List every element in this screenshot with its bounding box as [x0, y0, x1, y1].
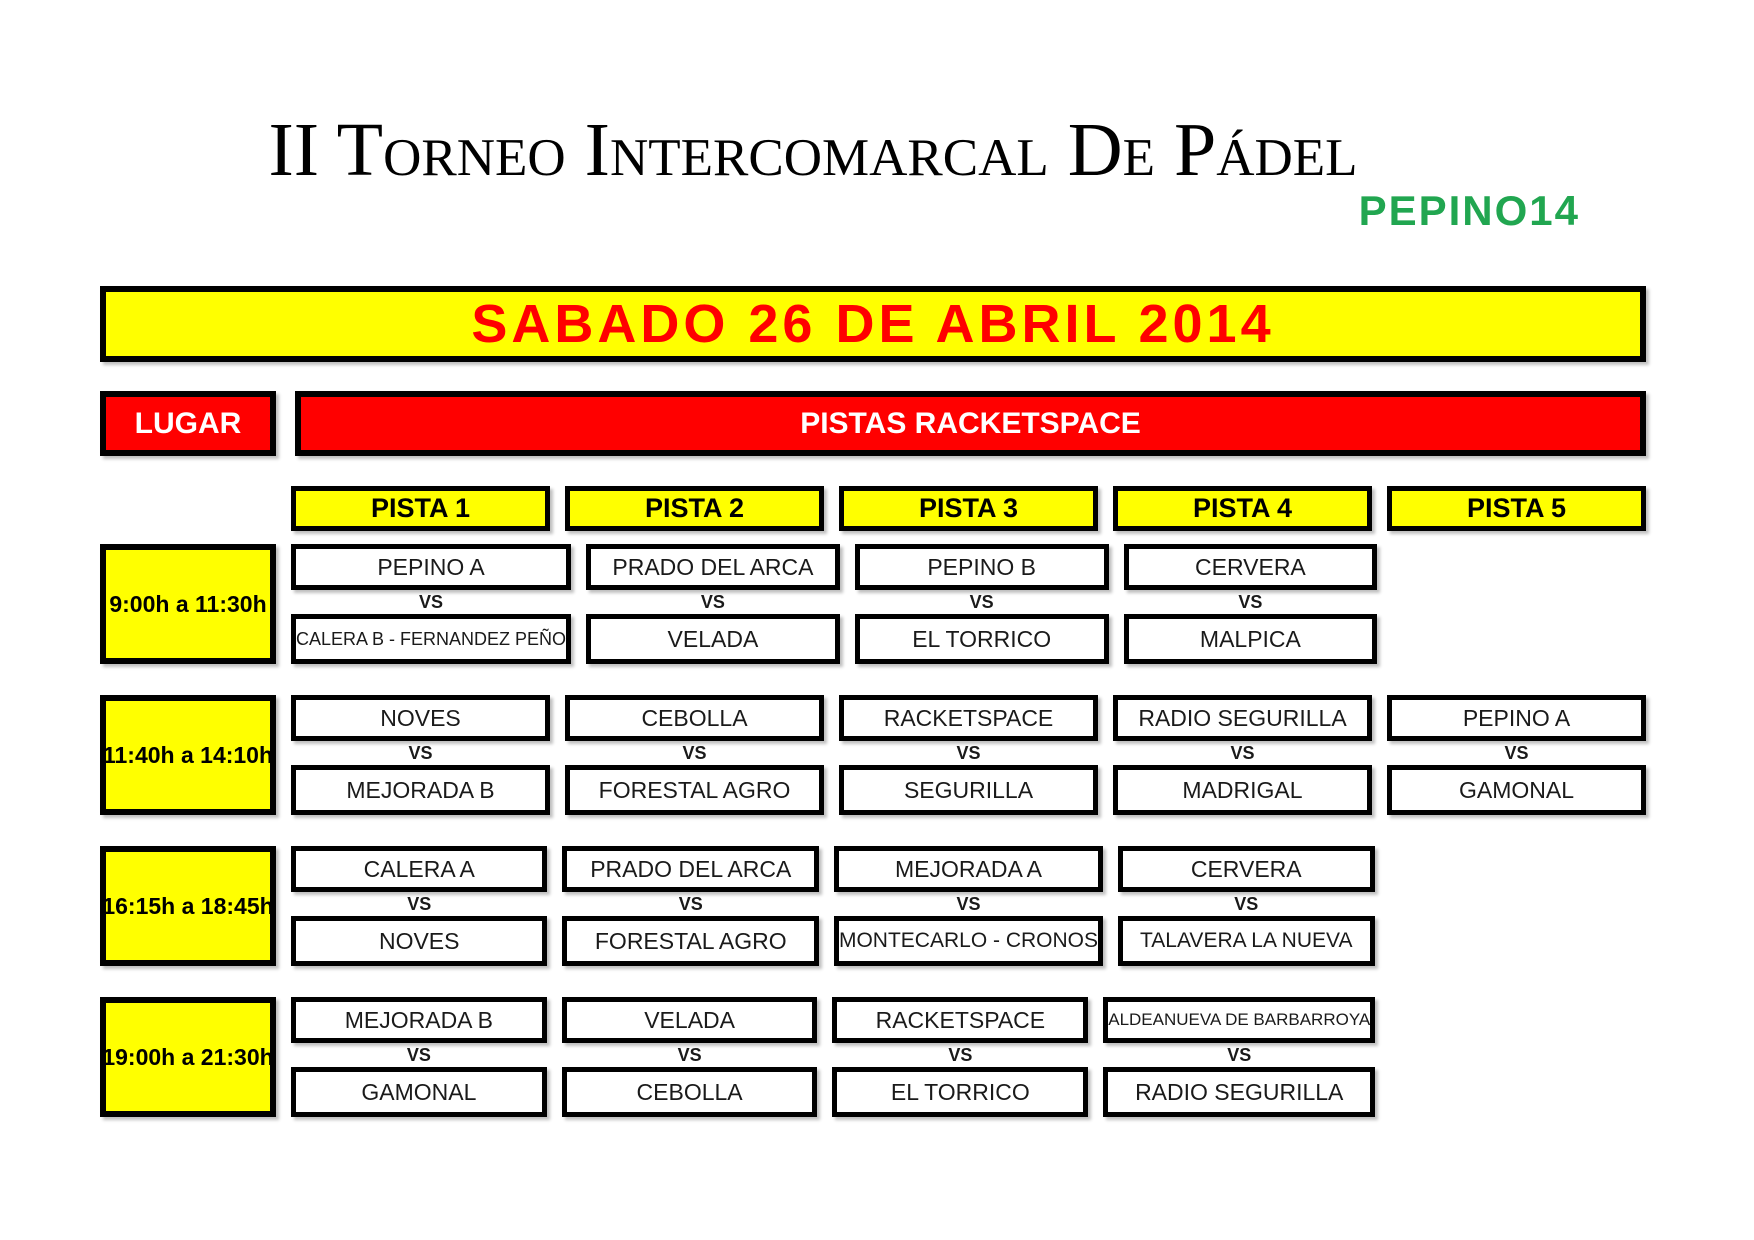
team-box-home: CEBOLLA — [565, 695, 824, 741]
team-box-home: RACKETSPACE — [832, 997, 1088, 1043]
team-box-away: CALERA B - FERNANDEZ PEÑO — [291, 614, 571, 664]
match-cell — [839, 695, 1098, 815]
lugar-label: LUGAR — [134, 406, 242, 440]
team-box-away: FORESTAL AGRO — [562, 916, 819, 966]
team-box-away: FORESTAL AGRO — [565, 765, 824, 815]
team-box-home: CERVERA — [1124, 544, 1378, 590]
team-box-home: PRADO DEL ARCA — [586, 544, 840, 590]
vs-label: VS — [682, 742, 707, 763]
vs-label: VS — [419, 591, 444, 612]
vs-label: VS — [408, 742, 433, 763]
time-slot-2: 11:40h a 14:10h — [100, 695, 276, 815]
team-box-home: MEJORADA A — [834, 846, 1103, 892]
match-cell — [565, 695, 824, 815]
time-slot-4: 19:00h a 21:30h — [100, 997, 276, 1117]
match-cell — [1124, 544, 1378, 664]
team-box-away: RADIO SEGURILLA — [1103, 1067, 1375, 1117]
date-banner — [100, 286, 1646, 362]
pista-header-5: PISTA 5 — [1387, 486, 1646, 531]
match-cell — [562, 846, 819, 966]
vs-label: VS — [700, 591, 725, 612]
venue-label: PISTAS RACKETSPACE — [800, 406, 1141, 440]
vs-label: VS — [956, 742, 981, 763]
vs-label: VS — [956, 893, 981, 914]
team-box-away: EL TORRICO — [832, 1067, 1088, 1117]
match-cell — [562, 997, 818, 1117]
team-box-home: CALERA A — [291, 846, 547, 892]
lugar-box — [100, 391, 276, 456]
venue-box — [295, 391, 1646, 456]
match-cell — [1118, 846, 1375, 966]
page-title: II Torneo Intercomarcal De Pádel — [268, 108, 1358, 192]
vs-label: VS — [678, 893, 703, 914]
team-box-home: ALDEANUEVA DE BARBARROYA — [1103, 997, 1375, 1043]
schedule-row-1 — [100, 544, 1646, 664]
team-box-home: VELADA — [562, 997, 818, 1043]
match-cell — [1103, 997, 1375, 1117]
pista-header-row — [100, 486, 1646, 531]
vs-label: VS — [1238, 591, 1263, 612]
pista-header-3: PISTA 3 — [839, 486, 1098, 531]
header-spacer — [100, 486, 276, 531]
schedule-row-4 — [100, 997, 1646, 1117]
team-box-away: MONTECARLO - CRONOS — [834, 916, 1103, 966]
empty-match-cell — [1392, 544, 1646, 664]
team-box-home: PEPINO B — [855, 544, 1109, 590]
empty-match-cell — [1390, 997, 1646, 1117]
vs-label: VS — [948, 1044, 973, 1065]
match-cell — [291, 695, 550, 815]
match-cell — [291, 544, 571, 664]
team-box-away: NOVES — [291, 916, 547, 966]
team-box-away: VELADA — [586, 614, 840, 664]
vs-label: VS — [1234, 893, 1259, 914]
time-slot-3: 16:15h a 18:45h — [100, 846, 276, 966]
team-box-home: PEPINO A — [1387, 695, 1646, 741]
vs-label: VS — [406, 1044, 431, 1065]
schedule-poster — [100, 0, 1646, 1117]
schedule-row-3 — [100, 846, 1646, 966]
pista-header-4: PISTA 4 — [1113, 486, 1372, 531]
team-box-away: GAMONAL — [291, 1067, 547, 1117]
team-box-home: CERVERA — [1118, 846, 1375, 892]
team-box-home: MEJORADA B — [291, 997, 547, 1043]
team-box-away: MADRIGAL — [1113, 765, 1372, 815]
vs-label: VS — [1227, 1044, 1252, 1065]
time-slot-1: 9:00h a 11:30h — [100, 544, 276, 664]
team-box-away: EL TORRICO — [855, 614, 1109, 664]
team-box-away: SEGURILLA — [839, 765, 1098, 815]
team-box-home: RACKETSPACE — [839, 695, 1098, 741]
pista-header-1: PISTA 1 — [291, 486, 550, 531]
team-box-away: MEJORADA B — [291, 765, 550, 815]
empty-match-cell — [1390, 846, 1647, 966]
vs-label: VS — [677, 1044, 702, 1065]
match-cell — [1387, 695, 1646, 815]
team-box-home: RADIO SEGURILLA — [1113, 695, 1372, 741]
vs-label: VS — [969, 591, 994, 612]
schedule-row-2 — [100, 695, 1646, 815]
match-cell — [832, 997, 1088, 1117]
match-cell — [834, 846, 1103, 966]
vs-label: VS — [407, 893, 432, 914]
pista-header-2: PISTA 2 — [565, 486, 824, 531]
match-cell — [291, 846, 547, 966]
team-box-away: MALPICA — [1124, 614, 1378, 664]
match-cell — [291, 997, 547, 1117]
date-banner-text: SABADO 26 DE ABRIL 2014 — [471, 294, 1275, 354]
team-box-away: GAMONAL — [1387, 765, 1646, 815]
vs-label: VS — [1230, 742, 1255, 763]
vs-label: VS — [1504, 742, 1529, 763]
team-box-away: CEBOLLA — [562, 1067, 818, 1117]
match-cell — [855, 544, 1109, 664]
team-box-home: NOVES — [291, 695, 550, 741]
match-cell — [586, 544, 840, 664]
venue-row — [100, 391, 1646, 456]
subtitle-pepino14: PEPINO14 — [1358, 187, 1580, 234]
match-cell — [1113, 695, 1372, 815]
team-box-home: PRADO DEL ARCA — [562, 846, 819, 892]
team-box-away: TALAVERA LA NUEVA — [1118, 916, 1375, 966]
team-box-home: PEPINO A — [291, 544, 571, 590]
